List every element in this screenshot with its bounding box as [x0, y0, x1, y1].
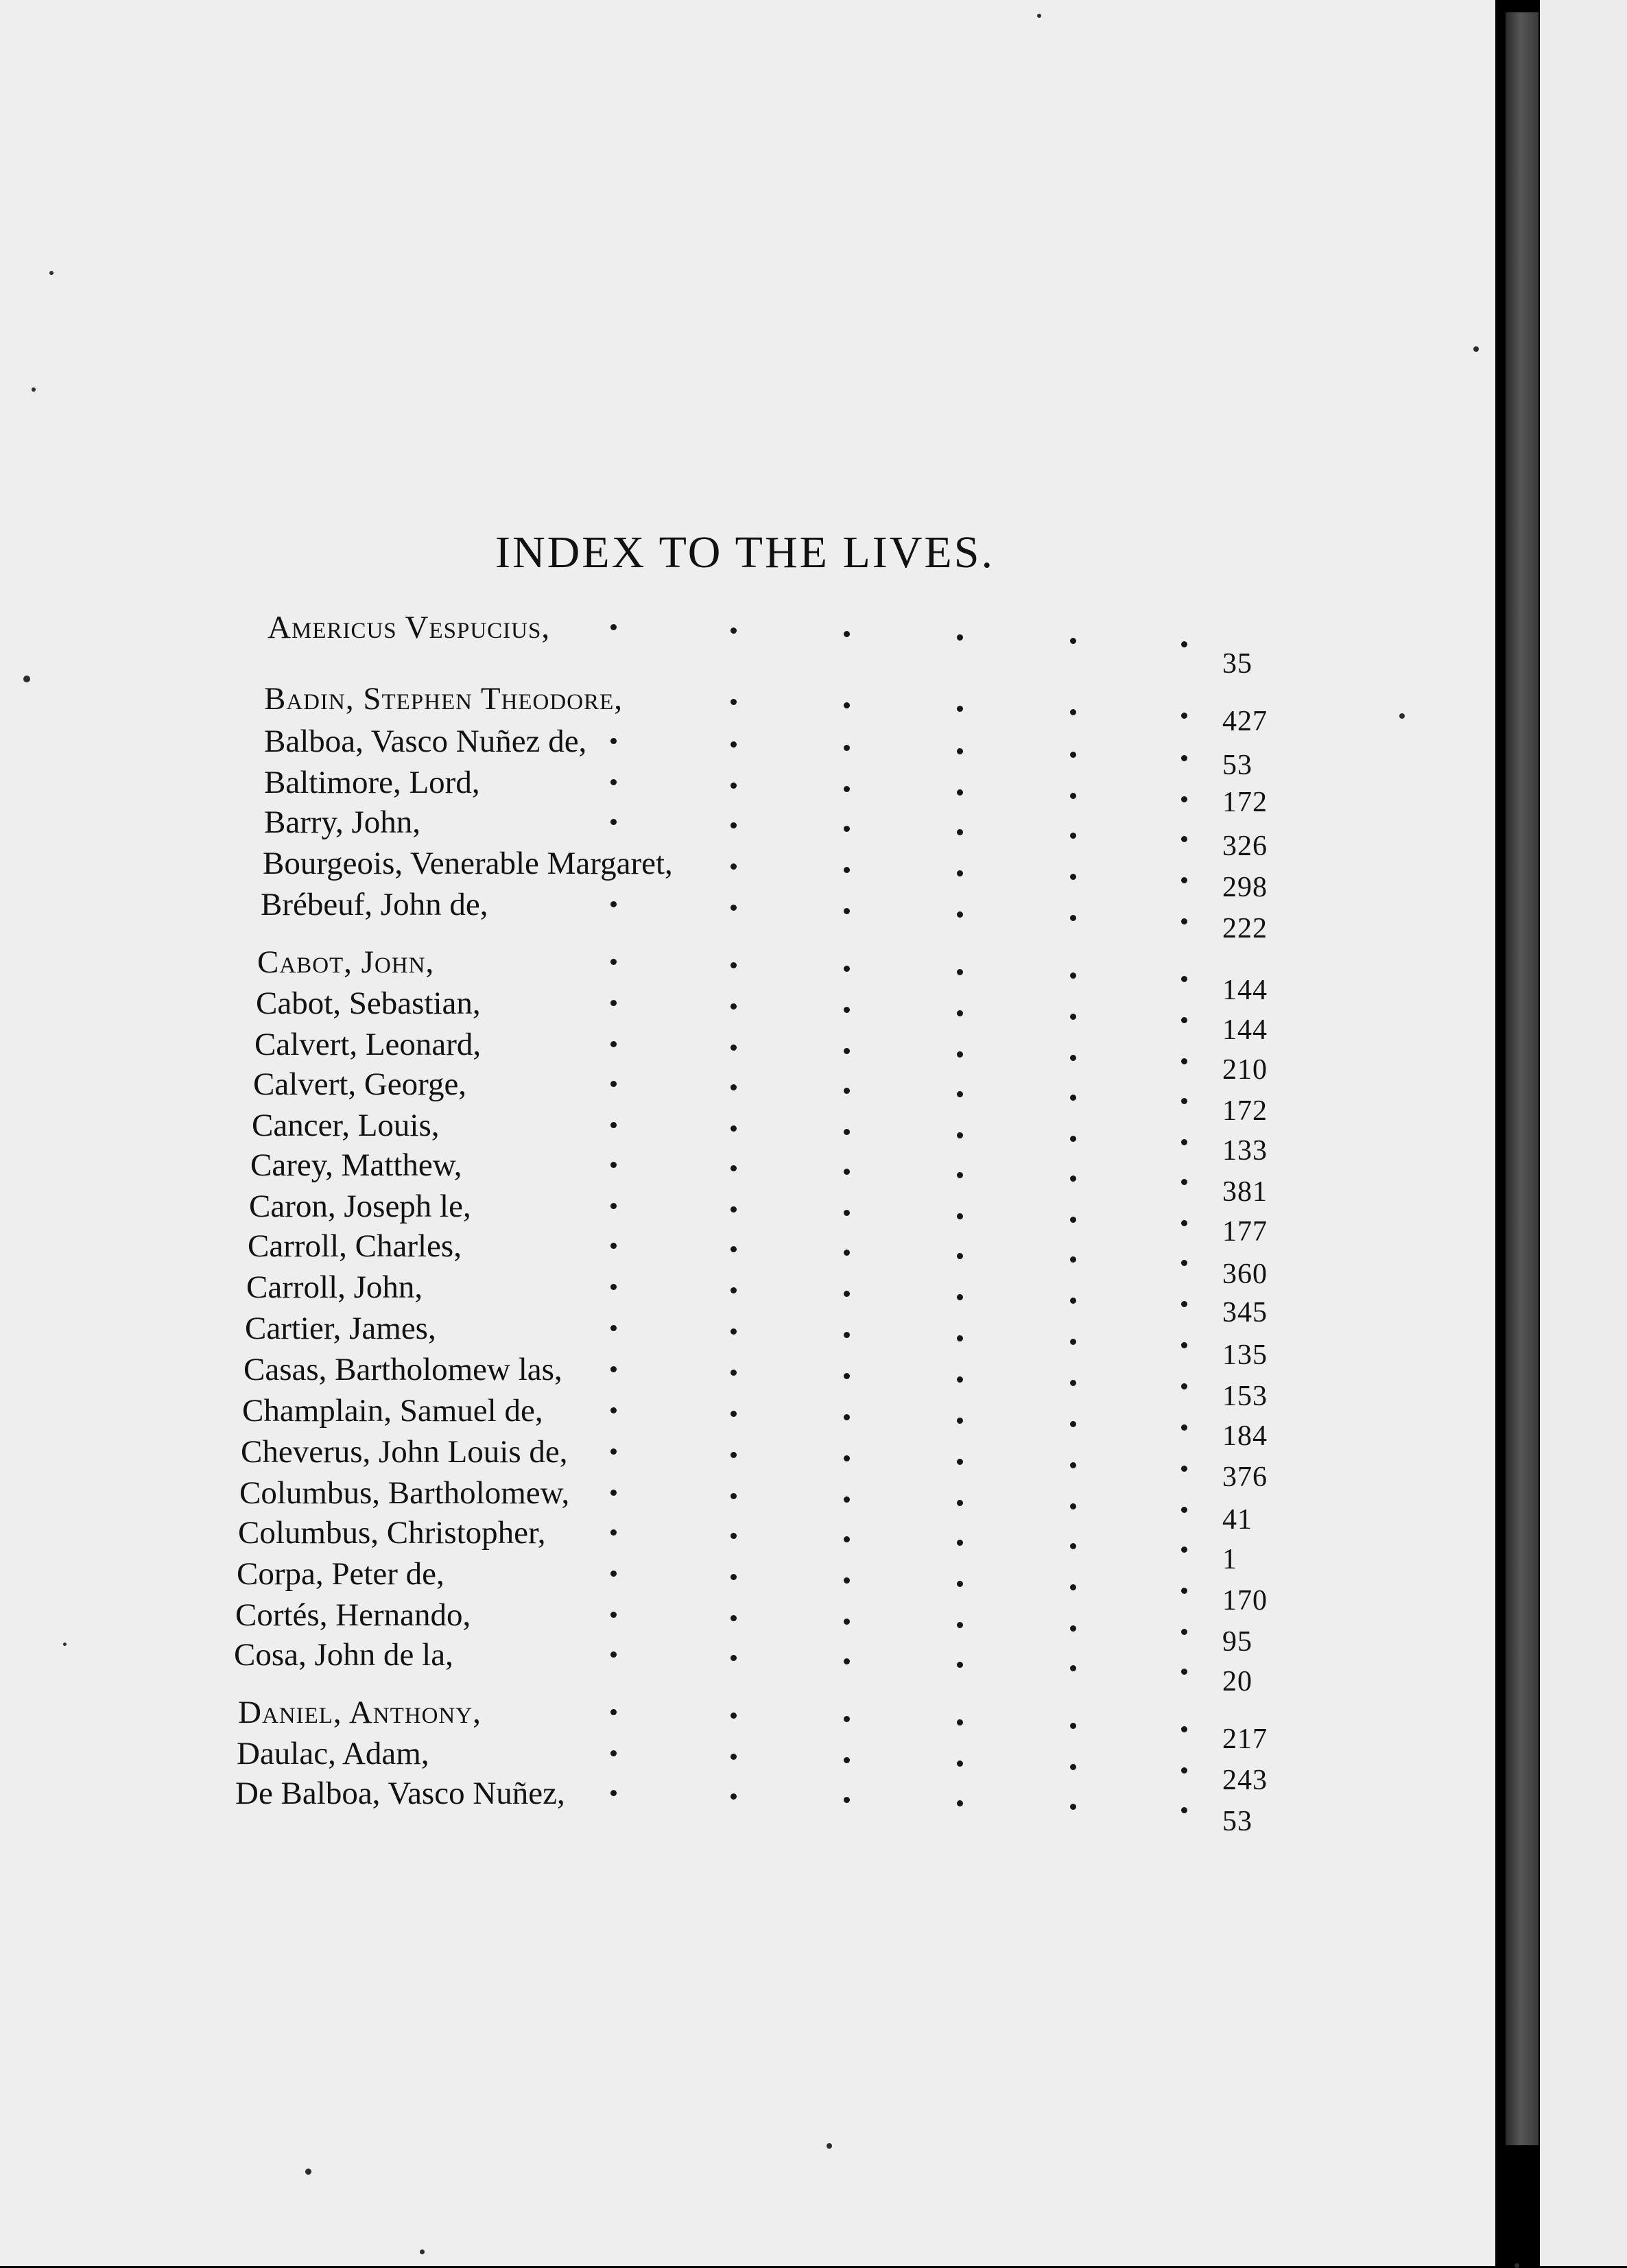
page-edge-shadow [1506, 12, 1539, 2145]
leader-dot [731, 783, 737, 789]
leader-dot [1181, 1220, 1187, 1226]
leader-dot [957, 1540, 963, 1546]
leader-dot [844, 631, 850, 637]
scan-speck [827, 2143, 832, 2149]
leader-dot [1181, 796, 1187, 802]
index-entry-name: Calvert, George, [253, 1066, 467, 1102]
leader-dot [610, 1490, 617, 1496]
leader-dot [1070, 1339, 1076, 1345]
leader-dot [844, 1169, 850, 1175]
scan-speck [305, 2169, 311, 2175]
leader-dot [957, 1662, 963, 1668]
leader-dot [1181, 1669, 1187, 1675]
leader-dot [1070, 1804, 1076, 1810]
leader-dot [610, 1651, 617, 1658]
index-entry-page: 326 [1222, 831, 1268, 862]
leader-dot [731, 962, 737, 968]
leader-dot [844, 1414, 850, 1420]
leader-dot [1181, 1547, 1187, 1553]
leader-dot [1070, 874, 1076, 880]
leader-dot [610, 1041, 617, 1047]
leader-dot [610, 1081, 617, 1087]
leader-dot [844, 966, 850, 972]
leader-dot [610, 1529, 617, 1536]
leader-dot [844, 826, 850, 832]
index-entry-name: Corpa, Peter de, [237, 1556, 444, 1592]
leader-dot [957, 1213, 963, 1219]
index-entry-name: Carroll, John, [246, 1269, 423, 1305]
leader-dot [844, 908, 850, 914]
leader-dot [844, 1332, 850, 1338]
index-entry-name: Cartier, James, [245, 1311, 436, 1346]
leader-dot [731, 1533, 737, 1539]
index-entry-name: Caron, Joseph le, [249, 1189, 471, 1224]
leader-dot [957, 1581, 963, 1587]
leader-dot [957, 829, 963, 835]
leader-dot [844, 867, 850, 873]
leader-dot [957, 1459, 963, 1465]
leader-dot [1070, 833, 1076, 839]
index-entry-page: 381 [1222, 1176, 1268, 1208]
index-entry-page: 177 [1222, 1216, 1268, 1248]
leader-dot [731, 1493, 737, 1499]
index-entry-page: 133 [1222, 1135, 1268, 1167]
leader-dot [610, 901, 617, 907]
scan-speck [63, 1643, 67, 1646]
leader-dot [1070, 1055, 1076, 1061]
index-entry-name: Columbus, Bartholomew, [239, 1475, 570, 1511]
index-entry-name: Calvert, Leonard, [254, 1027, 482, 1062]
scan-speck [32, 387, 36, 392]
leader-dot [731, 1084, 737, 1090]
index-entry-page: 20 [1222, 1666, 1252, 1697]
leader-dot [844, 1536, 850, 1542]
leader-dot [1181, 1139, 1187, 1145]
index-entry-name: Daulac, Adam, [237, 1736, 429, 1771]
leader-dot [957, 1376, 963, 1383]
index-entry-page: 298 [1222, 872, 1268, 903]
facing-page-edge [1540, 0, 1627, 2266]
index-entry-name: Cheverus, John Louis de, [241, 1434, 568, 1470]
index-entry-page: 135 [1222, 1339, 1268, 1371]
index-entry-page: 172 [1222, 1095, 1268, 1127]
leader-dot [731, 1574, 737, 1580]
leader-dot [957, 1335, 963, 1341]
leader-dot [957, 1719, 963, 1726]
index-entry-page: 53 [1222, 750, 1252, 781]
index-entry-name: Cancer, Louis, [252, 1108, 440, 1143]
leader-dot [1181, 836, 1187, 842]
leader-dot [1181, 1098, 1187, 1104]
leader-dot [957, 1253, 963, 1259]
leader-dot [957, 1294, 963, 1300]
leader-dot [1181, 1767, 1187, 1774]
leader-dot [844, 1250, 850, 1256]
leader-dot [844, 745, 850, 751]
leader-dot [957, 1132, 963, 1138]
leader-dot [957, 870, 963, 876]
leader-dot [844, 1373, 850, 1379]
index-entry-page: 172 [1222, 787, 1268, 818]
leader-dot [731, 1793, 737, 1800]
leader-dot [844, 1658, 850, 1664]
leader-dot [731, 1165, 737, 1171]
leader-dot [1070, 1665, 1076, 1671]
leader-dot [1181, 1342, 1187, 1348]
leader-dot [1181, 1017, 1187, 1023]
leader-dot [957, 1622, 963, 1628]
index-entry-page: 144 [1222, 1014, 1268, 1046]
index-entry-name: Columbus, Christopher, [238, 1515, 546, 1551]
leader-dot [1181, 1588, 1187, 1594]
index-entry-page: 184 [1222, 1420, 1268, 1452]
leader-dot [731, 1754, 737, 1760]
leader-dot [844, 1577, 850, 1584]
leader-dot [1070, 1462, 1076, 1468]
leader-dot [844, 1048, 850, 1054]
leader-dot [731, 1246, 737, 1252]
leader-dot [610, 1284, 617, 1290]
leader-dot [844, 1716, 850, 1722]
leader-dot [610, 1243, 617, 1249]
index-entry-name: Cosa, John de la, [234, 1637, 453, 1673]
leader-dot [1070, 1095, 1076, 1101]
leader-dot [1181, 1726, 1187, 1732]
leader-dot [731, 1206, 737, 1213]
index-entry-name: Baltimore, Lord, [264, 765, 480, 800]
leader-dot [844, 1088, 850, 1094]
leader-dot [610, 1750, 617, 1756]
leader-dot [844, 1210, 850, 1216]
leader-dot [610, 1203, 617, 1209]
leader-dot [1181, 877, 1187, 883]
leader-dot [1070, 1136, 1076, 1142]
leader-dot [1181, 1058, 1187, 1064]
index-entry-name: Bourgeois, Venerable Margaret, [263, 846, 673, 881]
leader-dot [1070, 793, 1076, 799]
leader-dot [731, 1003, 737, 1010]
index-entry-name: Carey, Matthew, [250, 1147, 462, 1183]
index-entry-page: 144 [1222, 975, 1268, 1006]
leader-dot [1181, 1301, 1187, 1307]
leader-dot [844, 1757, 850, 1763]
index-entry-page: 35 [1222, 648, 1252, 680]
scan-speck [1037, 14, 1041, 18]
index-entry-name: Champlain, Samuel de, [242, 1393, 543, 1429]
leader-dot [1070, 638, 1076, 644]
leader-dot [610, 1612, 617, 1618]
leader-dot [1181, 1260, 1187, 1266]
leader-dot [957, 1172, 963, 1178]
index-entry-page: 345 [1222, 1297, 1268, 1328]
leader-dot [610, 1407, 617, 1413]
leader-dot [731, 863, 737, 870]
leader-dot [731, 905, 737, 911]
leader-dot [1181, 1424, 1187, 1431]
leader-dot [844, 1619, 850, 1625]
index-entry-name: Cabot, Sebastian, [256, 986, 481, 1021]
leader-dot [1070, 1543, 1076, 1549]
index-entry-name: Badin, Stephen Theodore, [264, 681, 623, 717]
leader-dot [1181, 1179, 1187, 1185]
leader-dot [844, 1129, 850, 1135]
leader-dot [1181, 976, 1187, 982]
index-entry-name: Americus Vespucius, [268, 610, 551, 645]
leader-dot [1070, 1584, 1076, 1590]
index-entry-page: 217 [1222, 1723, 1268, 1755]
leader-dot [1070, 1625, 1076, 1632]
leader-dot [1070, 1014, 1076, 1020]
index-entry-name: Cortés, Hernando, [235, 1597, 471, 1633]
leader-dot [610, 624, 617, 630]
leader-dot [610, 1790, 617, 1796]
index-title: INDEX TO THE LIVES. [495, 527, 995, 577]
index-entry-page: 210 [1222, 1054, 1268, 1086]
leader-dot [1070, 752, 1076, 758]
leader-dot [957, 748, 963, 754]
leader-dot [731, 822, 737, 828]
leader-dot [957, 1418, 963, 1424]
scan-speck [49, 271, 54, 275]
leader-dot [957, 1800, 963, 1806]
leader-dot [1070, 972, 1076, 979]
index-entry-page: 95 [1222, 1626, 1252, 1658]
leader-dot [731, 1045, 737, 1051]
leader-dot [1070, 1764, 1076, 1770]
leader-dot [957, 789, 963, 796]
scan-speck [1399, 713, 1405, 719]
leader-dot [1181, 1383, 1187, 1389]
leader-dot [731, 1370, 737, 1376]
leader-dot [1070, 1256, 1076, 1263]
leader-dot [610, 959, 617, 965]
leader-dot [1181, 755, 1187, 761]
leader-dot [610, 1571, 617, 1577]
leader-dot [957, 1500, 963, 1506]
leader-dot [731, 1287, 737, 1293]
index-entry-page: 243 [1222, 1765, 1268, 1796]
leader-dot [731, 1712, 737, 1719]
leader-dot [1070, 915, 1076, 921]
leader-dot [731, 1615, 737, 1621]
leader-dot [610, 1122, 617, 1128]
leader-dot [1070, 1380, 1076, 1386]
leader-dot [610, 738, 617, 744]
index-entry-name: De Balboa, Vasco Nuñez, [235, 1776, 565, 1811]
leader-dot [957, 1091, 963, 1097]
leader-dot [1070, 1175, 1076, 1182]
leader-dot [1070, 1217, 1076, 1223]
index-entry-page: 53 [1222, 1806, 1252, 1837]
leader-dot [1070, 1503, 1076, 1509]
leader-dot [610, 819, 617, 825]
leader-dot [957, 634, 963, 641]
leader-dot [1181, 1466, 1187, 1472]
leader-dot [731, 1452, 737, 1458]
leader-dot [731, 1411, 737, 1417]
leader-dot [957, 1010, 963, 1016]
leader-dot [731, 1655, 737, 1661]
leader-dot [844, 1007, 850, 1013]
leader-dot [957, 706, 963, 712]
leader-dot [957, 911, 963, 918]
leader-dot [1181, 713, 1187, 719]
leader-dot [610, 1000, 617, 1006]
scan-speck [420, 2249, 425, 2254]
leader-dot [1181, 918, 1187, 924]
leader-dot [610, 1325, 617, 1331]
leader-dot [610, 1366, 617, 1372]
leader-dot [1181, 1807, 1187, 1813]
index-entry-name: Balboa, Vasco Nuñez de, [264, 724, 587, 759]
index-entry-page: 153 [1222, 1381, 1268, 1412]
leader-dot [731, 741, 737, 748]
index-entry-name: Daniel, Anthony, [238, 1695, 482, 1730]
leader-dot [610, 1162, 617, 1168]
leader-dot [957, 969, 963, 975]
leader-dot [844, 1496, 850, 1503]
leader-dot [1181, 1507, 1187, 1513]
index-entry-name: Cabot, John, [257, 944, 435, 980]
leader-dot [1181, 1629, 1187, 1635]
leader-dot [731, 1328, 737, 1335]
leader-dot [731, 1125, 737, 1132]
leader-dot [1070, 1723, 1076, 1729]
index-entry-page: 222 [1222, 913, 1268, 944]
leader-dot [1070, 1421, 1076, 1427]
index-entry-page: 170 [1222, 1585, 1268, 1616]
index-entry-name: Brébeuf, John de, [261, 887, 488, 922]
scan-speck [23, 676, 30, 682]
leader-dot [610, 779, 617, 785]
leader-dot [957, 1051, 963, 1058]
index-entry-name: Carroll, Charles, [248, 1228, 462, 1264]
leader-dot [610, 1709, 617, 1715]
leader-dot [844, 1797, 850, 1803]
index-entry-name: Barry, John, [264, 804, 421, 840]
leader-dot [844, 702, 850, 708]
leader-dot [1070, 709, 1076, 715]
leader-dot [844, 1291, 850, 1297]
leader-dot [1070, 1298, 1076, 1304]
scan-speck [1473, 346, 1479, 352]
index-entry-page: 360 [1222, 1258, 1268, 1290]
leader-dot [731, 628, 737, 634]
leader-dot [1181, 641, 1187, 647]
index-entry-page: 376 [1222, 1461, 1268, 1493]
index-entry-name: Casas, Bartholomew las, [244, 1352, 562, 1387]
leader-dot [844, 1455, 850, 1461]
index-entry-page: 427 [1222, 706, 1268, 737]
leader-dot [844, 786, 850, 792]
index-entry-page: 1 [1222, 1544, 1237, 1575]
leader-dot [957, 1760, 963, 1767]
index-entry-page: 41 [1222, 1504, 1252, 1536]
leader-dot [731, 699, 737, 705]
leader-dot [610, 1448, 617, 1455]
